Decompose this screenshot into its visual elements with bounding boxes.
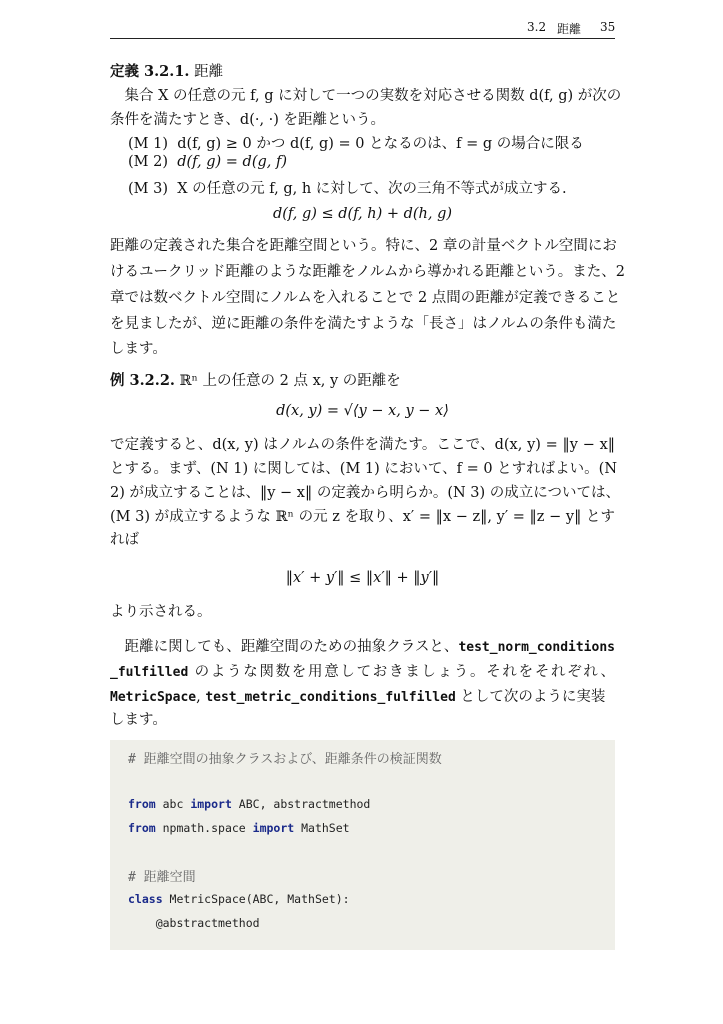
- paragraph-line: けるユークリッド距離のような距離をノルムから導かれる距離という。また、2: [110, 264, 625, 280]
- text: として次のように実装: [455, 689, 606, 705]
- example-intro: ℝⁿ 上の任意の 2 点 x, y の距離を: [179, 373, 401, 389]
- condition-m2: [128, 154, 633, 170]
- keyword: class: [128, 892, 163, 906]
- text: ,: [196, 689, 206, 705]
- norm-inequality: ‖x′ + y′‖ ≤ ‖x′‖ + ‖y′‖: [285, 570, 440, 586]
- condition-tag: (M 1): [128, 136, 168, 152]
- condition-tag: (M 3): [128, 181, 168, 197]
- definition-line: 条件を満たすとき、d(·, ·) を距離という。: [110, 112, 386, 128]
- triangle-inequality: d(f, g) ≤ d(f, h) + d(h, g): [272, 206, 453, 222]
- code-line: @abstractmethod: [128, 916, 260, 930]
- code-line: [128, 892, 350, 906]
- paragraph-line: [110, 635, 615, 656]
- condition-tag: (M 2): [128, 154, 168, 170]
- code-text: MathSet: [294, 821, 350, 835]
- section-number: 3.2: [527, 20, 547, 34]
- inline-code: test_metric_conditions_fulfilled: [205, 690, 456, 705]
- code-line: [128, 797, 370, 811]
- paragraph-line: 距離の定義された集合を距離空間という。特に、2 章の計量ベクトル空間にお: [110, 238, 617, 254]
- inline-code: test_norm_conditions: [458, 640, 615, 655]
- code-line: [128, 821, 350, 835]
- paragraph-line: [110, 660, 615, 681]
- example-line: とする。まず、(N 1) に関しては、(M 1) において、f = 0 とすればよい。(N: [110, 461, 618, 477]
- paragraph-line: [110, 685, 615, 706]
- inline-code: _fulfilled: [110, 665, 189, 680]
- keyword: import: [190, 797, 232, 811]
- inline-code: MetricSpace: [110, 690, 197, 705]
- paragraph-line: を見ましたが、逆に距離の条件を満たすような「長さ」はノルムの条件も満た: [110, 316, 617, 332]
- example-label: 例 3.2.2.: [110, 372, 175, 389]
- paragraph-line: します。: [110, 341, 167, 357]
- definition-heading: [110, 60, 615, 81]
- paragraph-line: します。: [110, 712, 167, 728]
- code-text: ABC, abstractmethod: [231, 797, 371, 811]
- keyword: from: [128, 821, 156, 835]
- header-rule: [110, 38, 615, 39]
- code-text: npmath.space: [155, 821, 253, 835]
- example-line: で定義すると、d(x, y) はノルムの条件を満たす。ここで、d(x, y) = ‖y − x‖: [110, 437, 615, 453]
- code-text: abc: [155, 797, 191, 811]
- condition-m1: [128, 132, 633, 153]
- example-line: 2) が成立することは、‖y − x‖ の定義から明らか。(N 3) の成立については、: [110, 485, 620, 501]
- distance-equation: d(x, y) = √⟨y − x, y − x⟩: [276, 403, 449, 419]
- page-number: 35: [600, 20, 616, 34]
- section-title: 距離: [557, 22, 582, 36]
- condition-m3: [128, 177, 633, 198]
- code-text: MetricSpace(ABC, MathSet):: [162, 892, 350, 906]
- condition-text: d(f, g) = d(g, f): [177, 154, 287, 170]
- keyword: import: [252, 821, 295, 835]
- definition-line: 集合 X の任意の元 f, g に対して一つの実数を対応させる関数 d(f, g) が次の: [110, 88, 622, 104]
- example-line: れば: [110, 532, 139, 548]
- paragraph-line: 章では数ベクトル空間にノルムを入れることで 2 点間の距離が定義できること: [110, 290, 621, 306]
- condition-text: d(f, g) ≥ 0 かつ d(f, g) = 0 となるのは、f = g の場合に限る: [177, 136, 584, 152]
- text: のような関数を用意しておきましょう。それをそれぞれ、: [188, 664, 615, 680]
- keyword: from: [128, 797, 156, 811]
- code-comment: # 距離空間: [128, 870, 196, 885]
- definition-title: 距離: [194, 64, 224, 80]
- code-block: [110, 740, 615, 950]
- text: 距離に関しても、距離空間のための抽象クラスと、: [110, 639, 459, 655]
- definition-label: 定義 3.2.1.: [110, 63, 190, 80]
- condition-text: X の任意の元 f, g, h に対して、次の三角不等式が成立する.: [177, 181, 567, 197]
- example-conclusion: より示される。: [110, 604, 212, 620]
- code-comment: # 距離空間の抽象クラスおよび、距離条件の検証関数: [128, 752, 442, 767]
- example-line: (M 3) が成立するような ℝⁿ の元 z を取り、x′ = ‖x − z‖, y′ = ‖z − y‖ とす: [110, 509, 615, 525]
- example-heading: [110, 369, 615, 390]
